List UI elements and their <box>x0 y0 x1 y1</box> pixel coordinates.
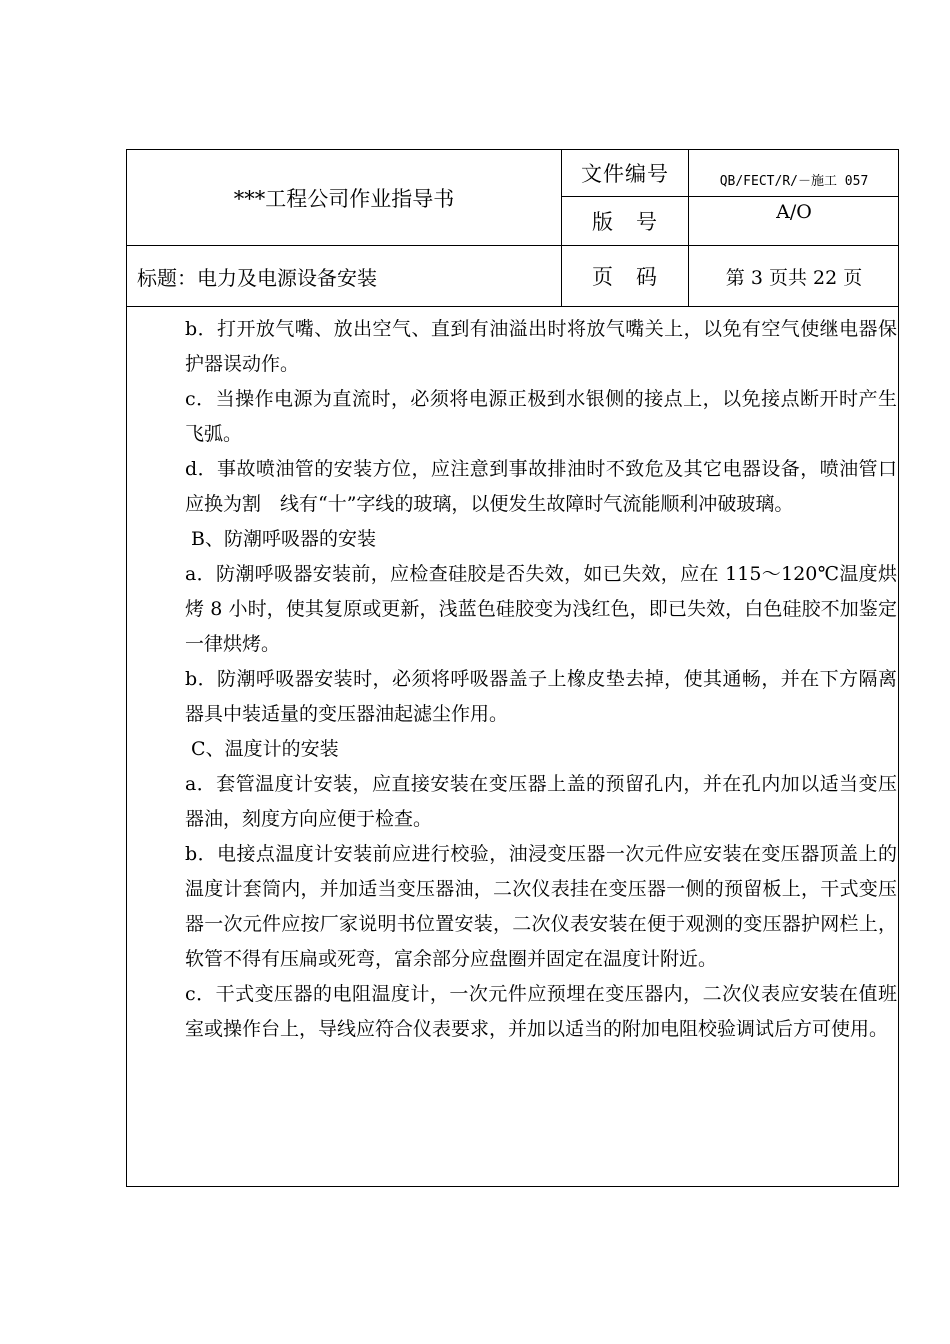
doc-no-label: 文件编号 <box>581 162 669 186</box>
version-label: 版 号 <box>592 210 658 234</box>
paragraph: b．打开放气嘴、放出空气、直到有油溢出时将放气嘴关上，以免有空气使继电器保护器误动作。 <box>185 318 897 375</box>
document-frame <box>126 149 899 1187</box>
paragraph: a．套管温度计安装，应直接安装在变压器上盖的预留孔内，并在孔内加以适当变压器油，刻度方向应便于检查。 <box>185 773 897 830</box>
paragraph: d．事故喷油管的安装方位，应注意到事故排油时不致危及其它电器设备，喷油管口应换为割 线有“十”字线的玻璃，以便发生故障时气流能顺利冲破玻璃。 <box>185 458 897 515</box>
company-title: ***工程公司作业指导书 <box>233 186 455 211</box>
paragraph: c．干式变压器的电阻温度计，一次元件应预埋在变压器内，二次仪表应安装在值班室或操作台上，导线应符合仪表要求，并加以适当的附加电阻校验调试后方可使用。 <box>185 983 897 1040</box>
doc-no-value: QB/FECT/R/－施工 057 <box>719 173 869 189</box>
paragraph: c．当操作电源为直流时，必须将电源正极到水银侧的接点上，以免接点断开时产生飞弧。 <box>185 388 897 445</box>
version-value: A/O <box>776 201 812 223</box>
page-value: 第 3 页共 22 页 <box>725 266 863 289</box>
paragraph: b．电接点温度计安装前应进行校验，油浸变压器一次元件应安装在变压器顶盖上的温度计套筒内，并加适当变压器油，二次仪表挂在变压器一侧的预留板上，干式变压器一次元件应按厂家说明书位置安装，二次仪表安装在便于观测的变压器护网栏上，软管不得有压扁或死弯，富余部分应盘圈并固定在温度计附近。 <box>185 843 897 970</box>
section-heading: C、温度计的安装 <box>185 738 339 760</box>
paragraph: a．防潮呼吸器安装前，应检查硅胶是否失效，如已失效，应在 115～120℃温度烘烤 8 小时，使其复原或更新，浅蓝色硅胶变为浅红色，即已失效，白色硅胶不加鉴定一律烘烤。 <box>185 563 897 655</box>
document-subject: 标题：电力及电源设备安装 <box>137 265 377 290</box>
paragraph: b．防潮呼吸器安装时，必须将呼吸器盖子上橡皮垫去掉，使其通畅，并在下方隔离器具中装适量的变压器油起滤尘作用。 <box>185 668 897 725</box>
section-heading: B、防潮呼吸器的安装 <box>185 528 377 550</box>
document-body <box>185 312 897 1047</box>
page-label: 页 码 <box>592 265 658 289</box>
